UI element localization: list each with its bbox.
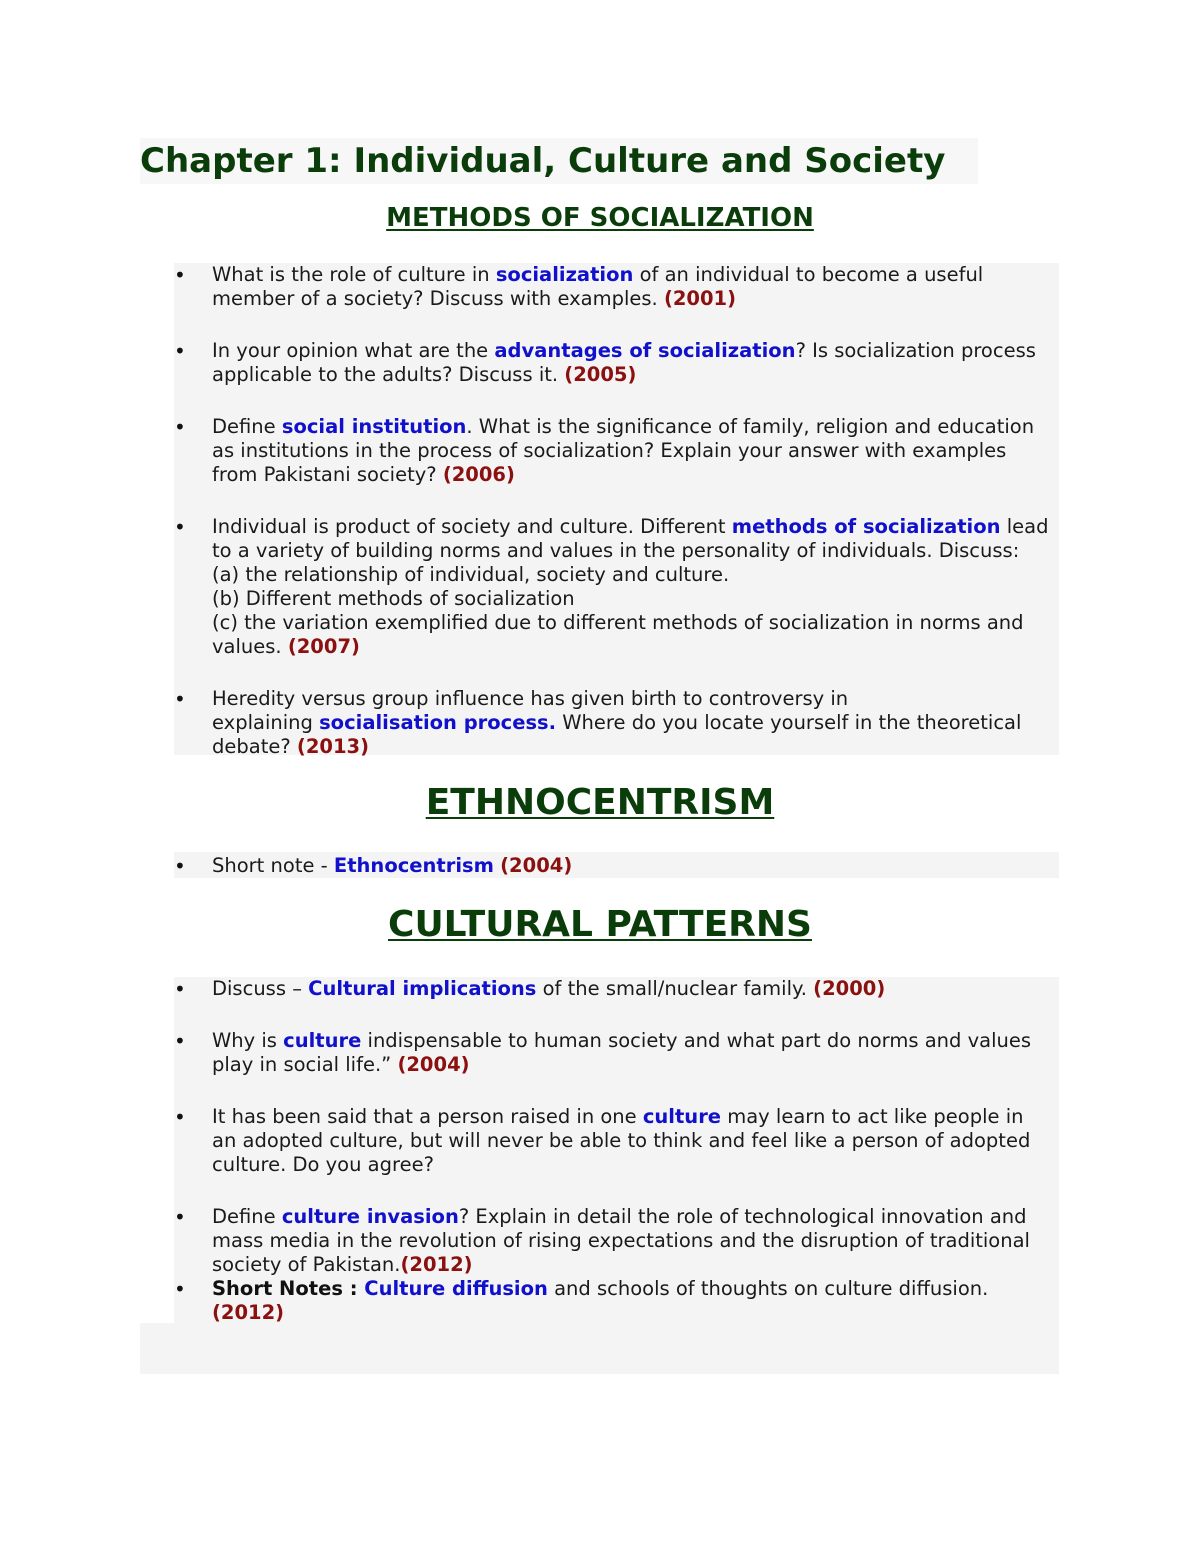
question-text: applicable to the adults? Discuss it.: [212, 363, 565, 386]
question-line: [212, 563, 1064, 587]
bullet-icon: •: [174, 515, 186, 539]
question-line: [212, 339, 1064, 363]
section-heading-methods-of-socialization: METHODS OF SOCIALIZATION: [386, 203, 814, 233]
spacer: [174, 1001, 1064, 1029]
question-text: Define: [212, 1205, 282, 1228]
question-line: [212, 711, 1064, 735]
question-text: play in social life.”: [212, 1053, 398, 1076]
question-text: mass media in the revolution of rising expectations and the disruption of traditional: [212, 1229, 1030, 1252]
question-text: values.: [212, 635, 288, 658]
question-line: [212, 1153, 1064, 1177]
year-label: (2000): [813, 977, 886, 1000]
question-line: [212, 1205, 1064, 1229]
question-line: [212, 415, 1064, 439]
question-text: Define: [212, 415, 282, 438]
question-text: (b) Different methods of socialization: [212, 587, 575, 610]
chapter-title: Chapter 1: Individual, Culture and Society: [140, 138, 978, 184]
question-text: It has been said that a person raised in one: [212, 1105, 643, 1128]
bullet-icon: •: [174, 854, 186, 878]
list-item: [174, 977, 1064, 1001]
year-label: (2007): [287, 635, 360, 658]
question-text: as institutions in the process of socialization? Explain your answer with examples: [212, 439, 1007, 462]
keyword: socialisation process.: [319, 711, 557, 734]
question-list-ethnocentrism: [174, 854, 1064, 878]
question-text: explaining: [212, 711, 320, 734]
question-text: of the small/nuclear family.: [536, 977, 814, 1000]
question-text: In your opinion what are the: [212, 339, 495, 362]
section-heading-cultural-patterns: CULTURAL PATTERNS: [388, 904, 812, 945]
year-label: (2012): [400, 1253, 473, 1276]
question-text: Short note -: [212, 854, 334, 877]
question-line: [212, 439, 1064, 463]
keyword: methods of socialization: [731, 515, 1001, 538]
question-line: [212, 1129, 1064, 1153]
list-item: [174, 1205, 1064, 1277]
question-text: Discuss –: [212, 977, 309, 1000]
bullet-icon: •: [174, 1029, 186, 1053]
question-line: [212, 977, 1064, 1001]
list-item: [174, 515, 1064, 659]
list-item: [174, 415, 1064, 487]
year-label: (2004): [397, 1053, 470, 1076]
question-text: (a) the relationship of individual, society and culture.: [212, 563, 730, 586]
list-item: [174, 339, 1064, 387]
list-item: [174, 854, 1064, 878]
question-text: debate?: [212, 735, 297, 758]
spacer: [174, 487, 1064, 515]
list-item: [174, 1105, 1064, 1177]
bullet-icon: •: [174, 977, 186, 1001]
bullet-icon: •: [174, 263, 186, 287]
question-line: [212, 515, 1064, 539]
spacer: [174, 659, 1064, 687]
section-background: [140, 1323, 1059, 1374]
bullet-icon: •: [174, 415, 186, 439]
bullet-icon: •: [174, 687, 186, 711]
question-text: . What is the significance of family, religion and education: [466, 415, 1035, 438]
spacer: [174, 387, 1064, 415]
question-list-cultural-patterns: [174, 977, 1064, 1325]
list-item: [174, 1277, 1064, 1325]
keyword: Cultural implications: [308, 977, 537, 1000]
keyword: culture: [283, 1029, 362, 1052]
year-label: (2004): [500, 854, 573, 877]
question-line: [212, 263, 1064, 287]
short-notes-label: Short Notes :: [212, 1277, 365, 1300]
question-line: [212, 735, 1064, 759]
question-line: [212, 1053, 1064, 1077]
bullet-icon: •: [174, 1105, 186, 1129]
keyword: Ethnocentrism: [333, 854, 494, 877]
year-label: (2012): [212, 1301, 285, 1324]
year-label: (2005): [564, 363, 637, 386]
question-list-methods-of-socialization: [174, 263, 1064, 759]
question-line: [212, 587, 1064, 611]
keyword: socialization: [495, 263, 634, 286]
question-line: [212, 854, 1064, 878]
question-text: ? Is socialization process: [795, 339, 1036, 362]
question-text: What is the role of culture in: [212, 263, 496, 286]
keyword: culture: [642, 1105, 722, 1128]
keyword: social institution: [281, 415, 467, 438]
question-line: [212, 611, 1064, 635]
question-text: to a variety of building norms and values in the personality of individuals. Discuss:: [212, 539, 1020, 562]
year-label: (2001): [663, 287, 737, 310]
question-line: [212, 687, 1064, 711]
bullet-icon: •: [174, 339, 186, 363]
question-text: lead: [1000, 515, 1049, 538]
spacer: [174, 1077, 1064, 1105]
question-text: member of a society? Discuss with examples.: [212, 287, 664, 310]
question-text: Individual is product of society and culture. Different: [212, 515, 732, 538]
question-line: [212, 1029, 1064, 1053]
keyword: Culture diffusion: [364, 1277, 548, 1300]
question-text: from Pakistani society?: [212, 463, 443, 486]
question-text: (c) the variation exemplified due to different methods of socialization in norms and: [212, 611, 1024, 634]
question-line: [212, 635, 1064, 659]
spacer: [174, 1177, 1064, 1205]
question-line: [212, 463, 1064, 487]
question-text: Heredity versus group influence has given birth to controversy in: [212, 687, 849, 710]
list-item: [174, 263, 1064, 311]
question-line: [212, 1253, 1064, 1277]
year-label: (2013): [296, 735, 370, 758]
bullet-icon: •: [174, 1205, 186, 1229]
question-text: an adopted culture, but will never be able to think and feel like a person of adopted: [212, 1129, 1031, 1152]
question-text: culture. Do you agree?: [212, 1153, 434, 1176]
keyword: culture invasion: [281, 1205, 459, 1228]
question-text: may learn to act like people in: [721, 1105, 1024, 1128]
spacer: [174, 311, 1064, 339]
section-heading-ethnocentrism: ETHNOCENTRISM: [425, 782, 775, 823]
question-line: [212, 1277, 1064, 1301]
question-text: Where do you locate yourself in the theoretical: [556, 711, 1022, 734]
question-line: [212, 287, 1064, 311]
question-line: [212, 1105, 1064, 1129]
question-line: [212, 539, 1064, 563]
question-text: society of Pakistan.: [212, 1253, 401, 1276]
question-line: [212, 363, 1064, 387]
year-label: (2006): [442, 463, 515, 486]
keyword: advantages of socialization: [494, 339, 796, 362]
question-text: and schools of thoughts on culture diffusion.: [547, 1277, 989, 1300]
question-text: indispensable to human society and what part do norms and values: [361, 1029, 1032, 1052]
question-line: [212, 1229, 1064, 1253]
list-item: [174, 1029, 1064, 1077]
bullet-icon: •: [174, 1277, 186, 1301]
question-text: ? Explain in detail the role of technological innovation and: [458, 1205, 1027, 1228]
list-item: [174, 687, 1064, 759]
question-text: Why is: [212, 1029, 284, 1052]
question-text: of an individual to become a useful: [633, 263, 984, 286]
question-line: [212, 1301, 1064, 1325]
